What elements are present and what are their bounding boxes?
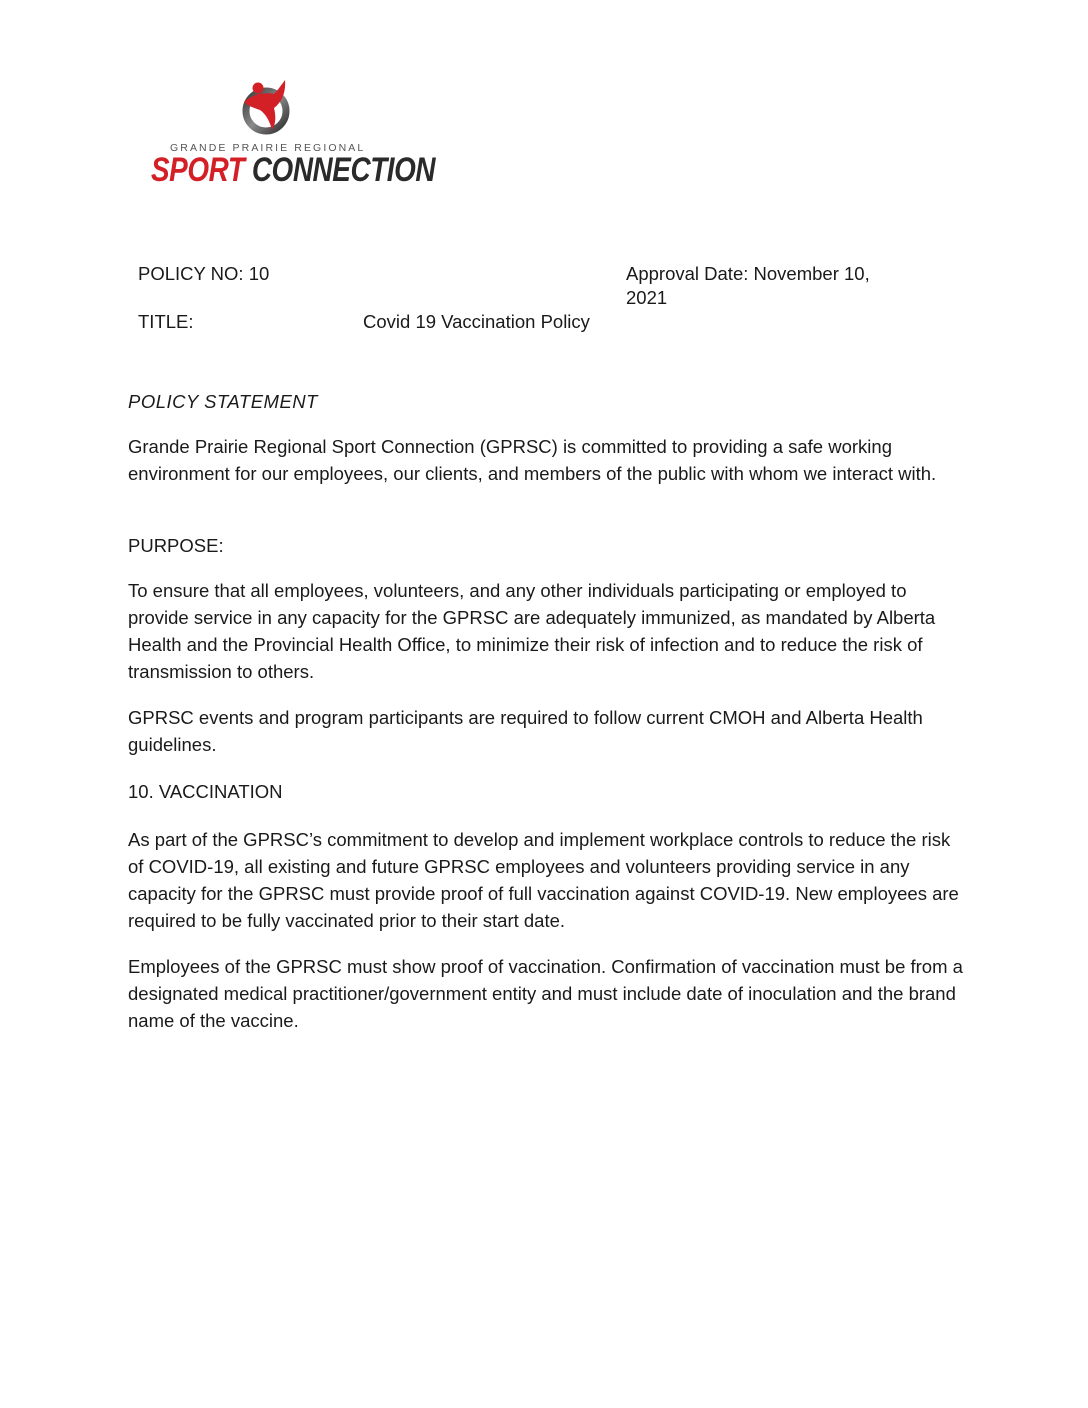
policy-statement-heading: POLICY STATEMENT [128,391,318,412]
title-label: TITLE: [138,311,194,332]
logo-tagline: GRANDE PRAIRIE REGIONAL [170,142,366,154]
logo-wordmark [151,151,435,190]
purpose-paragraph-2: GPRSC events and program participants are required to follow current CMOH and Alberta Health guidelines. [128,707,923,755]
logo-word-sport: SPORT [151,151,245,189]
policy-title: Covid 19 Vaccination Policy [363,311,590,332]
purpose-heading: PURPOSE: [128,535,224,556]
policy-statement-paragraph: Grande Prairie Regional Sport Connection (GPRSC) is committed to providing a safe working environment for our employees, our clients, and members of the public with whom we interact with. [128,436,937,484]
vaccination-paragraph-1: As part of the GPRSC’s commitment to develop and implement workplace controls to reduce the risk of COVID-19, all existing and future GPRSC employees and volunteers providing service in any capacity for the GPRSC must provide proof of full vaccination against COVID-19. New employees are required to be fully vaccinated prior to their start date. [128,829,959,931]
athlete-emblem-icon [238,78,294,136]
organization-logo [148,78,436,193]
vaccination-heading: 10. VACCINATION [128,781,283,802]
vaccination-paragraph-2: Employees of the GPRSC must show proof of vaccination. Confirmation of vaccination must be from a designated medical practitioner/government entity and must include date of inoculation and the brand name of the vaccine. [128,956,963,1031]
policy-number: POLICY NO: 10 [138,263,270,284]
approval-date: Approval Date: November 10, 2021 [626,263,870,308]
logo-word-connection: CONNECTION [251,151,436,189]
purpose-paragraph-1: To ensure that all employees, volunteers, and any other individuals participating or employed to provide service in any capacity for the GPRSC are adequately immunized, as mandated by Alberta Health and the Provincial Health Office, to minimize their risk of infection and to reduce the risk of transmission to others. [128,580,936,682]
